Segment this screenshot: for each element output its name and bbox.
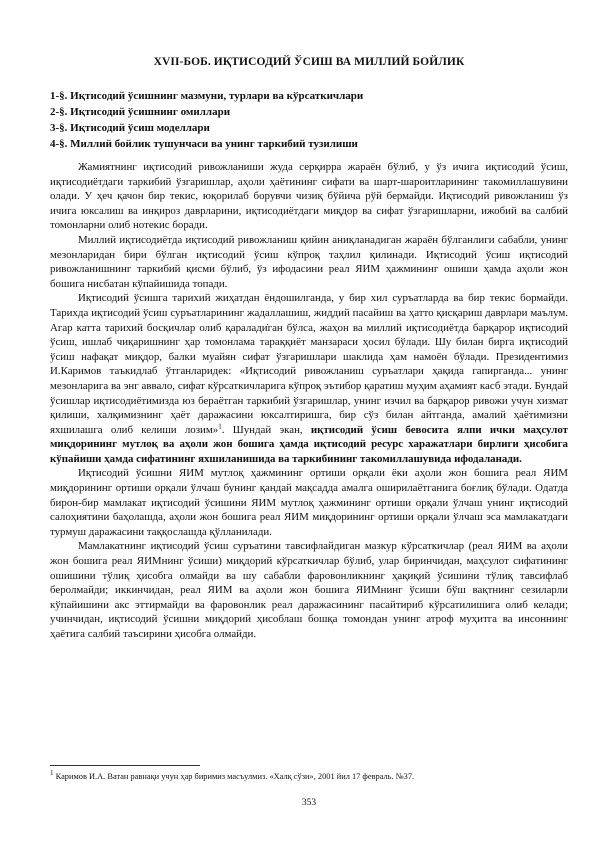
chapter-title: XVII-БОБ. ИҚТИСОДИЙ ЎСИШ ВА МИЛЛИЙ БОЙЛИК — [153, 56, 465, 68]
paragraph-3-connector: . Шундай экан, — [221, 423, 311, 436]
paragraph-3-text: Иқтисодий ўсишга тарихий жиҳатдан ёндошилганда, у бир хил суръатларда ва бир текис бормайди. Тарихда иқтисодий ўсиш суръатларининг жадаллашиш, жиддий пасайиш ва ҳатто қисқариш даврлари маълум. Агар катта тарихий босқичлар олиб қаралади̇ган бўлса, жаҳон ва миллий иқтисодиётда барқарор иқтисодий ўсиш, ишлаб чиқаришнинг ҳар томонлама тараққиёт манзараси ҳосил бўлади. Шу билан бирга иқтисодий ўсиш нафақат миқдор, балки муайян сифат ўзгаришлари шаклида ҳам намоён бўлади. Президентимиз И.Каримов таъкидлаб ўтганларидек: «Иқтисодий ривожланиш суръатлари ҳақида гапирганда... унинг мезонларига ва энг аввало, сифат кўрсаткичларига кўпроқ эътибор қаратиш муҳим аҳамият касб этади. Бундай ўсишлар иқтисодиётимизда юз бераётган таркибий ўзгаришлар, унинг изчил ва барқарор ривожи учун хизмат қилиши, халқимизнинг ҳаёт даражасини юксалтиришга, бир сўз билан айтганда, амалий ҳаётимизни яхшилашга олиб келиши лозим» — [50, 292, 568, 436]
section-item-3: 3-§. Иқтисодий ўсиш моделлари — [50, 122, 210, 134]
section-item-2: 2-§. Иқтисодий ўсишнинг омиллари — [50, 106, 231, 118]
footnote-text: Каримов И.А. Ватан равнақи учун ҳар биримиз масъулмиз. «Халқ сўзи», 2001 йил 17 февраль. №37. — [53, 772, 415, 781]
footnote-divider — [50, 765, 200, 766]
paragraph-1: Жамиятнинг иқтисодий ривожланиши жуда серқирра жараён бўлиб, у ўз ичига иқтисодий ўсиш, иқтисодиётдаги таркибий ўзгаришлар, аҳоли ҳаётининг сифати ва шарт-шароитларининг такомиллашувини олади. У ҳеч қачон бир текис, юқорилаб борувчи чизиқ бўйича рўй бермайди. Иқтисодий ривожланиш ўз ичига юксалиш ва инқироз даврларини, иқтисодиётдаги миқдор ва сифат ўзгаришларни, ижобий ва салбий томонларни олиб нотекис боради. — [50, 161, 568, 232]
footnote-reference: 1 — [218, 422, 222, 431]
footnote-marker: 1 — [50, 769, 54, 778]
paragraph-4: Иқтисодий ўсишни ЯИМ мутлоқ ҳажмининг ортиши орқали ёки аҳоли жон бошига реал ЯИМ миқдорининг ортиши орқали ўлчаш бунинг қандай мақсадда амалга оширилаётганига боғлиқ бўлади. Одатда бирон-бир мамлакат иқтисодий ўсишини ЯИМ мутлоқ ҳажмининг ортиши орқали ўлчаш унинг иқтисодий салоҳиятини баҳолашда, аҳоли жон бошига реал ЯИМ миқдорининг ортиши орқали ўлчаш эса мамлакатдаги турмуш даражасини таққослашда қўлланилади. — [50, 467, 568, 538]
footnote — [50, 771, 568, 782]
paragraph-3-emphasis: иқтисодий ўсиш бевосита ялпи ички маҳсулот миқдорининг мутлоқ ва аҳоли жон бошига ҳамда иқтисодий ресурс харажатлари бирлиги ҳисобига кўпайиши ҳамда сифатининг яхшиланишида ва таркибининг такомиллашувида ифодаланади. — [50, 423, 568, 465]
section-item-1: 1-§. Иқтисодий ўсишнинг мазмуни, турлари ва кўрсаткичлари — [50, 90, 364, 102]
paragraph-3 — [50, 291, 568, 466]
paragraph-5: Мамлакатнинг иқтисодий ўсиш суръатини тавсифлайдиган мазкур кўрсаткичлар (реал ЯИМ ва аҳоли жон бошига реал ЯИМнинг ўсиши) миқдорий кўрсаткичлар бўлиб, улар биринчидан, маҳсулот сифатининг ошишини тўлиқ ҳисобга олмайди ва шу сабабли фаровонликнинг ҳақиқий ўсишини тўлиқ тавсифлаб беролмайди; иккинчидан, реал ЯИМ ва аҳоли жон бошига ЯИМнинг ўсиши бўш вақтнинг сезиларли кўпайишини акс эттирмайди ва фаровонлик реал даражасининг пасайтириб кўрсатилишига олиб келади; учинчидан, иқтисодий ўсишни миқдорий ҳисоблаш бошқа томондан унинг атроф муҳитга ва инсоннинг ҳаётига салбий таъсирини ҳисобга олмайди. — [50, 540, 568, 640]
page-number: 353 — [301, 798, 317, 808]
section-item-4: 4-§. Миллий бойлик тушунчаси ва унинг таркибий тузилиши — [50, 138, 358, 150]
paragraph-2: Миллий иқтисодиётда иқтисодий ривожланиш қийин аниқланадиган жараён бўлганлиги сабабли, унинг мезонларидан бири бўлган иқтисодий ўсиш кўпроқ таҳлил қилинади. Иқтисодий ўсиш иқтисодий ривожланишнинг таркибий қисми бўлиб, ўз ифодасини реал ЯИМ ҳажмининг ошиши ҳамда аҳоли жон бошига нисбатан кўпайишида топади. — [50, 233, 568, 290]
section-list — [50, 88, 568, 152]
body-text — [50, 160, 568, 642]
